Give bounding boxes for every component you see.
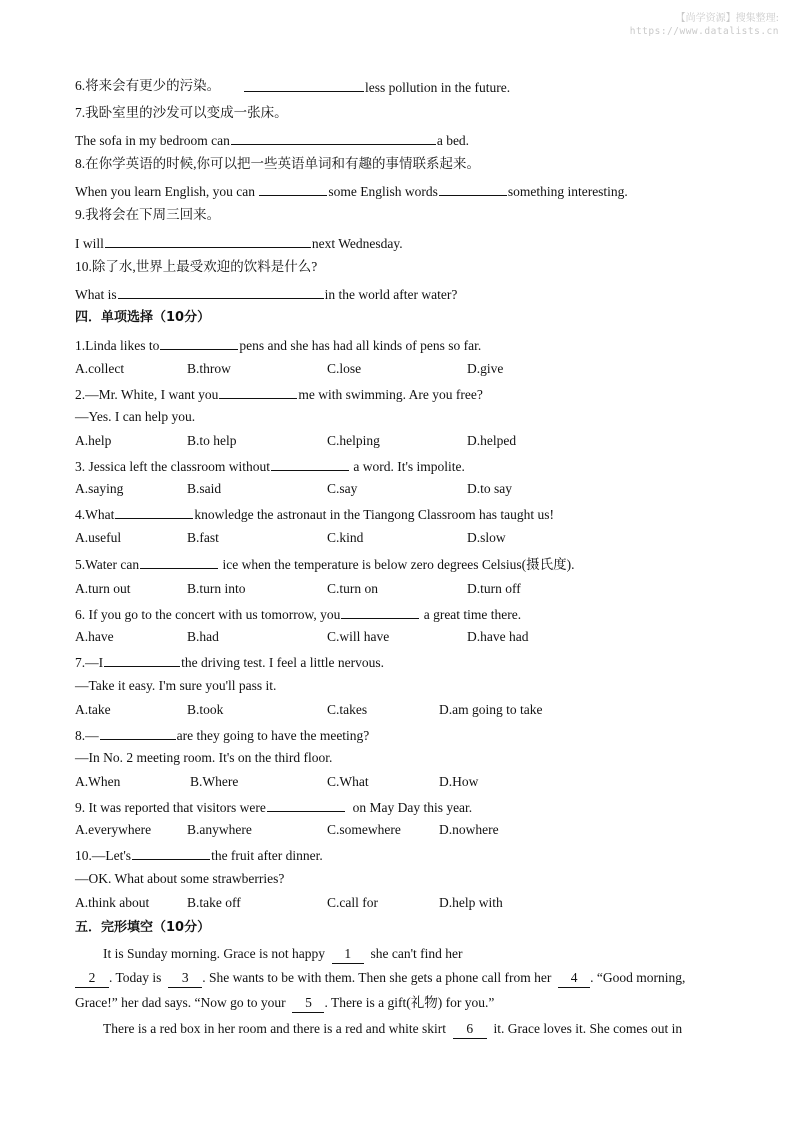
question-7: 7.—I the driving test. I feel a little nervous. <box>75 652 384 672</box>
option-b[interactable]: B.took <box>187 702 224 717</box>
option-a[interactable]: A.saying <box>75 481 124 496</box>
answer-blank[interactable] <box>259 181 327 196</box>
option-d[interactable]: D.nowhere <box>439 822 499 837</box>
cloze-paragraph-line: It is Sunday morning. Grace is not happy 1 she can't find her <box>103 945 463 964</box>
option-a[interactable]: A.collect <box>75 361 125 376</box>
translation-6-en: less pollution in the future. <box>243 77 510 97</box>
question-7-reply: —Take it easy. I'm sure you'll pass it. <box>75 678 277 693</box>
answer-blank[interactable] <box>132 845 210 860</box>
option-b[interactable]: B.throw <box>187 361 231 376</box>
option-b[interactable]: B.said <box>187 481 222 496</box>
answer-blank[interactable] <box>231 130 436 145</box>
answer-blank[interactable] <box>105 233 311 248</box>
question-3: 3. Jessica left the classroom without a word. It's impolite. <box>75 456 465 476</box>
question-5: 5.Water can ice when the temperature is below zero degrees Celsius(摄氏度). <box>75 554 575 574</box>
watermark-url: https://www.datalists.cn <box>629 26 779 37</box>
answer-blank[interactable] <box>140 554 218 569</box>
option-c[interactable]: C.somewhere <box>327 822 401 837</box>
question-6: 6. If you go to the concert with us tomorrow, you a great time there. <box>75 604 521 624</box>
answer-blank[interactable] <box>244 77 364 92</box>
option-b[interactable]: B.take off <box>187 895 241 910</box>
option-a[interactable]: A.turn out <box>75 581 131 596</box>
question-2-reply: —Yes. I can help you. <box>75 409 196 424</box>
option-b[interactable]: B.anywhere <box>187 822 252 837</box>
option-b[interactable]: B.Where <box>190 774 239 789</box>
answer-blank[interactable] <box>267 797 345 812</box>
option-d[interactable]: D.have had <box>467 629 529 644</box>
option-c[interactable]: C.lose <box>327 361 362 376</box>
cloze-blank[interactable]: 2 <box>75 969 109 988</box>
answer-blank[interactable] <box>271 456 349 471</box>
option-a[interactable]: A.take <box>75 702 111 717</box>
option-b[interactable]: B.turn into <box>187 581 246 596</box>
translation-7-en: The sofa in my bedroom can a bed. <box>75 130 469 150</box>
option-b[interactable]: B.fast <box>187 530 219 545</box>
answer-blank[interactable] <box>160 335 238 350</box>
option-c[interactable]: C.What <box>327 774 369 789</box>
option-d[interactable]: D.slow <box>467 530 506 545</box>
question-10: 10.—Let's the fruit after dinner. <box>75 845 323 865</box>
option-a[interactable]: A.useful <box>75 530 122 545</box>
option-d[interactable]: D.How <box>439 774 479 789</box>
translation-10-zh: 10.除了水,世界上最受欢迎的饮料是什么? <box>75 259 318 274</box>
answer-blank[interactable] <box>100 725 176 740</box>
option-a[interactable]: A.have <box>75 629 114 644</box>
section-heading: 五．完形填空（10分） <box>75 920 211 935</box>
translation-8-zh: 8.在你学英语的时候,你可以把一些英语单词和有趣的事情联系起来。 <box>75 156 480 171</box>
question-4: 4.What knowledge the astronaut in the Tiangong Classroom has taught us! <box>75 504 554 524</box>
option-d[interactable]: D.helped <box>467 433 517 448</box>
translation-7-zh: 7.我卧室里的沙发可以变成一张床。 <box>75 105 288 120</box>
option-b[interactable]: B.to help <box>187 433 237 448</box>
watermark <box>630 12 779 38</box>
cloze-paragraph-line: There is a red box in her room and there is a red and white skirt 6 it. Grace loves it. She comes out in <box>103 1020 682 1039</box>
translation-8-en: When you learn English, you can some English words something interesting. <box>75 181 628 201</box>
option-d[interactable]: D.turn off <box>467 581 521 596</box>
question-1: 1.Linda likes to pens and she has had all kinds of pens so far. <box>75 335 481 355</box>
question-8-reply: —In No. 2 meeting room. It's on the third floor. <box>75 750 333 765</box>
translation-9-zh: 9.我将会在下周三回来。 <box>75 207 221 222</box>
option-a[interactable]: A.everywhere <box>75 822 152 837</box>
answer-blank[interactable] <box>439 181 507 196</box>
cloze-paragraph-line: 2 . Today is 3 . She wants to be with them. Then she gets a phone call from her 4 . “Good morning, <box>75 969 685 988</box>
option-d[interactable]: D.to say <box>467 481 512 496</box>
watermark-source: 【尚学资源】搜集整理: <box>675 13 779 24</box>
question-10-reply: —OK. What about some strawberries? <box>75 871 285 886</box>
answer-blank[interactable] <box>341 604 419 619</box>
option-a[interactable]: A.help <box>75 433 112 448</box>
option-c[interactable]: C.turn on <box>327 581 379 596</box>
option-b[interactable]: B.had <box>187 629 219 644</box>
cloze-blank[interactable]: 6 <box>453 1020 487 1039</box>
option-d[interactable]: D.am going to take <box>439 702 543 717</box>
option-c[interactable]: C.say <box>327 481 358 496</box>
cloze-paragraph-line: Grace!” her dad says. “Now go to your 5 . There is a gift(礼物) for you.” <box>75 994 494 1013</box>
cloze-blank[interactable]: 4 <box>558 969 590 988</box>
answer-blank[interactable] <box>118 284 324 299</box>
translation-6-zh: 6.将来会有更少的污染。 <box>75 78 221 93</box>
translation-9-en: I will next Wednesday. <box>75 233 403 253</box>
option-d[interactable]: D.give <box>467 361 504 376</box>
cloze-blank[interactable]: 5 <box>292 994 324 1013</box>
option-c[interactable]: C.kind <box>327 530 364 545</box>
cloze-blank[interactable]: 1 <box>332 945 364 964</box>
option-c[interactable]: C.takes <box>327 702 368 717</box>
option-a[interactable]: A.When <box>75 774 121 789</box>
answer-blank[interactable] <box>115 504 193 519</box>
option-d[interactable]: D.help with <box>439 895 503 910</box>
question-2: 2.—Mr. White, I want you me with swimming. Are you free? <box>75 384 483 404</box>
question-8: 8.— are they going to have the meeting? <box>75 725 369 745</box>
option-c[interactable]: C.will have <box>327 629 390 644</box>
section-heading: 四．单项选择（10分） <box>75 310 211 325</box>
answer-blank[interactable] <box>219 384 297 399</box>
option-c[interactable]: C.helping <box>327 433 380 448</box>
option-c[interactable]: C.call for <box>327 895 378 910</box>
translation-10-en: What is in the world after water? <box>75 284 457 304</box>
cloze-blank[interactable]: 3 <box>168 969 202 988</box>
question-9: 9. It was reported that visitors were on May Day this year. <box>75 797 472 817</box>
answer-blank[interactable] <box>104 652 180 667</box>
option-a[interactable]: A.think about <box>75 895 150 910</box>
